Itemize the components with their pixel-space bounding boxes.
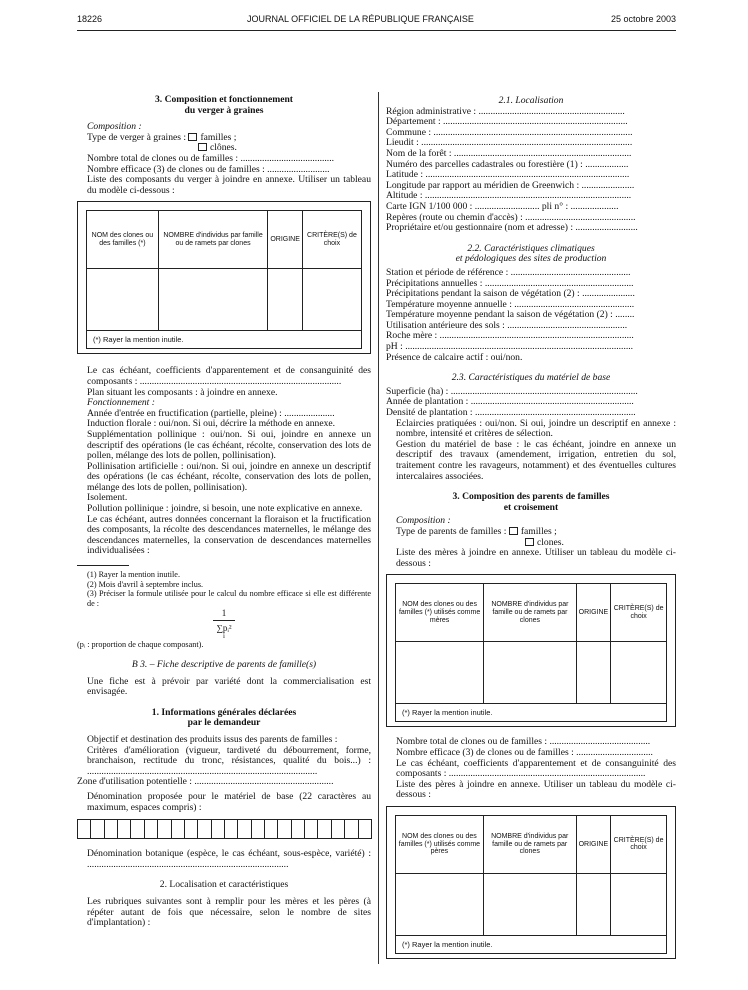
cell-nom[interactable] <box>396 873 484 935</box>
section-title-cont: du verger à graines <box>184 104 264 116</box>
climat-field[interactable]: pH : ............................................................................................... <box>386 341 634 353</box>
criteres-field[interactable]: Critères d'amélioration (vigueur, tardiveté du débourrement, forme, branchaison, rectitude du tronc, résistances, qualité du bois...) : ................................................................................................ <box>87 744 371 777</box>
botanique-field[interactable]: Dénomination botanique (espèce, le cas échéant, sous-espèce, variété) : .................................................................................... <box>87 848 371 870</box>
character-box[interactable] <box>117 819 131 839</box>
gestion: Gestion du matériel de base : le cas échéant, joindre en annexe un descriptif des travaux (amendement, irrigation, entretien du sol, traitement contre les ravageurs, notamment) et des éventuelles cultures intercalaires associées. <box>396 438 676 482</box>
character-box[interactable] <box>184 819 198 839</box>
table-row <box>87 269 362 331</box>
nombre-efficace-field[interactable]: Nombre efficace (3) de clones ou de familles : .......................... <box>87 163 330 175</box>
climat-field[interactable]: Station et période de référence : .................................................. <box>386 266 631 278</box>
familles-option-right: familles ; <box>520 525 557 537</box>
section-2-title: 2. Localisation et caractéristiques <box>159 879 289 891</box>
b3-title: B 3. – Fiche descriptive de parents de famille(s) <box>131 659 317 670</box>
climat-field[interactable]: Roche mère : ................................................................................. <box>386 330 634 342</box>
type-label: Type de verger à graines : <box>87 131 187 143</box>
zone-field[interactable]: Zone d'utilisation potentielle : .......................................................... <box>77 776 334 788</box>
footnote-pi: (pᵢ : proportion de chaque composant). <box>77 640 204 650</box>
table-note: (*) Rayer la mention inutile. <box>87 331 362 349</box>
peres-table-frame <box>386 806 676 959</box>
materiel-title: 2.3. Caractéristiques du matériel de base <box>451 372 611 384</box>
clones-checkbox-right[interactable] <box>525 538 534 546</box>
materiel-field[interactable]: Année de plantation : .................................................................... <box>386 396 634 408</box>
character-box[interactable] <box>90 819 104 839</box>
page-header <box>77 14 676 26</box>
materiel-field[interactable]: Densité de plantation : ................................................................... <box>386 407 636 419</box>
parents-title: 3. Composition des parents de familles <box>452 491 610 503</box>
nombre-efficace-field-right[interactable]: Nombre efficace (3) de clones ou de familles : ................................ <box>396 746 653 758</box>
formula-numerator: 1 <box>221 608 227 619</box>
induction-florale: Induction florale : oui/non. Si oui, décrire la méthode en annexe. <box>87 418 336 430</box>
localisation-field[interactable]: Repères (route ou chemin d'accès) : .............................................. <box>386 211 636 223</box>
right-column <box>386 96 676 959</box>
col-origine: ORIGINE <box>576 815 611 873</box>
character-box[interactable] <box>291 819 305 839</box>
localisation-field[interactable]: Propriétaire et/ou gestionnaire (nom et adresse) : .......................... <box>386 222 638 234</box>
col-nom: NOM des clones ou des familles (*) utilisés comme mères <box>396 584 484 642</box>
localisation-field[interactable]: Nom de la forêt : .......................................................................... <box>386 147 632 159</box>
coefficients-field-right[interactable]: Le cas échéant, coefficients d'apparentement et de consanguinité des composants : .................................................................................. <box>396 757 676 780</box>
climat-field[interactable]: Température moyenne pendant la saison de végétation (2) : ........ <box>386 309 635 321</box>
character-box[interactable] <box>157 819 171 839</box>
localisation-field[interactable]: Carte IGN 1/100 000 : ........................... pli n° : .................... <box>386 200 619 212</box>
eclaircies: Eclaircies pratiquées : oui/non. Si oui, joindre un descriptif en annexe : nombre, intensité et critères de sélection. <box>396 417 676 440</box>
col-nom: NOM des clones ou des familles (*) utilisés comme pères <box>396 815 484 873</box>
cell-origine[interactable] <box>576 873 611 935</box>
parents-title-cont: et croisement <box>503 501 559 513</box>
b3-text: Une fiche est à prévoir par variété dont la commercialisation est envisagée. <box>87 675 371 698</box>
section-title: 3. Composition et fonctionnement <box>154 94 294 105</box>
cell-origine[interactable] <box>576 642 611 704</box>
localisation-fields <box>386 107 676 234</box>
supplementation: Supplémentation pollinique : oui/non. Si oui, joindre en annexe un descriptif des opérations (le cas échéant, récolte, conservation des lots de pollen, mélange des lots de pollen, pollinisation). <box>87 428 371 462</box>
character-box[interactable] <box>304 819 318 839</box>
table-row <box>396 642 667 704</box>
materiel-fields <box>386 387 676 419</box>
header-rule <box>77 30 676 31</box>
familles-checkbox[interactable] <box>188 133 197 141</box>
familles-option: familles ; <box>200 131 237 143</box>
column-divider <box>378 92 379 964</box>
section-1-title-cont: par le demandeur <box>187 717 261 729</box>
composants-table-frame <box>77 201 371 354</box>
liste-composants: Liste des composants du verger à joindre en annexe. Utiliser un tableau du modèle ci-dessous : <box>87 174 371 196</box>
climat-field[interactable]: Utilisation antérieure des sols : .................................................. <box>386 319 628 331</box>
page-number: 18226 <box>77 14 103 24</box>
localisation-field[interactable]: Altitude : ...................................................................................... <box>386 190 632 202</box>
col-nombre: NOMBRE d'individus par famille ou de ramets par clones <box>483 815 576 873</box>
materiel-field[interactable]: Superficie (ha) : .............................................................................. <box>386 385 638 397</box>
type-parents-line <box>386 527 676 538</box>
localisation-field[interactable]: Lieudit : ........................................................................................ <box>386 137 633 149</box>
liste-peres: Liste des pères à joindre en annexe. Utiliser un tableau du modèle ci-dessous : <box>396 778 676 801</box>
localisation-field[interactable]: Latitude : ..................................................................................... <box>386 169 630 181</box>
character-box[interactable] <box>144 819 158 839</box>
localisation-title: 2.1. Localisation <box>498 95 564 106</box>
objectif: Objectif et destination des produits issus des parents de familles : <box>87 733 338 745</box>
formula <box>77 608 371 640</box>
coefficients-field[interactable]: Le cas échéant, coefficients d'apparentement et de consanguinité des composants : .................................................................................... <box>87 365 371 387</box>
col-nom: NOM des clones ou des familles (*) <box>87 211 159 269</box>
character-box[interactable] <box>358 819 372 839</box>
climat-field[interactable]: Précipitations annuelles : .............................................................. <box>386 277 634 289</box>
clones-option: clônes. <box>210 142 237 154</box>
composition-label: Composition : <box>87 121 142 133</box>
footnote-2: (2) Mois d'avril à septembre inclus. <box>87 579 204 589</box>
section-1-title: 1. Informations générales déclarées <box>151 706 297 718</box>
denomination-boxes[interactable] <box>77 819 371 839</box>
localisation-field[interactable]: Région administrative : ............................................................. <box>386 105 625 117</box>
pollution: Pollution pollinique : joindre, si besoin, une note explicative en annexe. <box>87 503 363 515</box>
localisation-field[interactable]: Longitude par rapport au méridien de Greenwich : ...................... <box>386 179 635 191</box>
peres-table <box>395 815 667 954</box>
autres-donnees: Le cas échéant, autres données concernant la floraison et la fructification des composants, la récolte des descendances maternelles, le mélange des descendances maternelles, la conservation de descendances maternelles individualisées : <box>87 513 371 557</box>
climat-field[interactable]: Présence de calcaire actif : oui/non. <box>386 351 523 363</box>
col-origine: ORIGINE <box>576 584 611 642</box>
character-box[interactable] <box>211 819 225 839</box>
character-box[interactable] <box>104 819 118 839</box>
col-criteres: CRITÈRE(S) de choix <box>611 815 667 873</box>
cell-criteres[interactable] <box>611 873 667 935</box>
type-parents-label: Type de parents de familles : <box>396 525 507 537</box>
climat-field[interactable]: Précipitations pendant la saison de végétation (2) : ...................... <box>386 288 635 300</box>
cell-nombre[interactable] <box>158 269 268 331</box>
cell-nombre[interactable] <box>483 873 576 935</box>
footnote-rule <box>77 565 129 566</box>
rubriques-text: Les rubriques suivantes sont à remplir pour les mères et les pères (à répéter autant de fois que nécessaire, selon le nombre de sites d'implantation) : <box>87 895 371 929</box>
localisation-field[interactable]: Commune : ................................................................................... <box>386 126 633 138</box>
character-box[interactable] <box>277 819 291 839</box>
nombre-total-field[interactable]: Nombre total de clones ou de familles : ....................................... <box>87 152 334 164</box>
isolement: Isolement. <box>87 492 128 504</box>
character-box[interactable] <box>264 819 278 839</box>
character-box[interactable] <box>317 819 331 839</box>
character-box[interactable] <box>224 819 238 839</box>
cell-origine[interactable] <box>268 269 303 331</box>
cell-criteres[interactable] <box>302 269 361 331</box>
character-box[interactable] <box>251 819 265 839</box>
formula-denominator: ∑pᵢ² <box>216 623 232 634</box>
character-box[interactable] <box>237 819 251 839</box>
col-nombre: NOMBRE d'individus par famille ou de ramets par clones <box>484 584 576 642</box>
annee-field[interactable]: Année d'entrée en fructification (partielle, pleine) : ..................... <box>87 407 335 419</box>
localisation-field[interactable]: Numéro des parcelles cadastrales ou forestière (1) : .................. <box>386 158 629 170</box>
character-box[interactable] <box>130 819 144 839</box>
clones-checkbox[interactable] <box>198 143 207 151</box>
table-note: (*) Rayer la mention inutile. <box>396 704 667 722</box>
localisation-field[interactable]: Département : ............................................................................. <box>386 116 628 128</box>
character-box[interactable] <box>344 819 358 839</box>
col-criteres: CRITÈRE(S) de choix <box>302 211 361 269</box>
character-box[interactable] <box>77 819 91 839</box>
denomination-label: Dénomination proposée pour le matériel de base (22 caractères au maximum, espaces compris) : <box>87 790 371 813</box>
table-row <box>396 873 667 935</box>
issue-date: 25 octobre 2003 <box>610 14 676 24</box>
climat-fields <box>386 268 676 363</box>
pollinisation: Pollinisation artificielle : oui/non. Si oui, joindre en annexe un descriptif des opérations (le cas échéant, récolte, conservation des lots de pollen, mélange des lots de pollen, pollinisation). <box>87 460 371 493</box>
col-criteres: CRITÈRE(S) de choix <box>611 584 667 642</box>
left-column <box>77 95 371 929</box>
composition-label-right: Composition : <box>396 515 451 527</box>
character-box[interactable] <box>197 819 211 839</box>
nombre-total-field-right[interactable]: Nombre total de clones ou de familles : .......................................... <box>396 736 651 748</box>
cell-nom[interactable] <box>396 642 484 704</box>
character-box[interactable] <box>331 819 345 839</box>
footnote-1: (1) Rayer la mention inutile. <box>87 570 180 580</box>
journal-title: JOURNAL OFFICIEL DE LA RÉPUBLIQUE FRANÇAISE <box>247 14 474 24</box>
climat-title-cont: et pédologiques des sites de production <box>455 253 607 265</box>
clones-option-right: clones. <box>537 536 564 548</box>
meres-table <box>395 583 667 722</box>
col-origine: ORIGINE <box>268 211 303 269</box>
familles-checkbox-right[interactable] <box>509 527 518 535</box>
meres-table-frame <box>386 574 676 727</box>
cell-criteres[interactable] <box>611 642 667 704</box>
liste-meres: Liste des mères à joindre en annexe. Utiliser un tableau du modèle ci-dessous : <box>396 547 676 569</box>
formula-subscript: i <box>223 632 225 641</box>
col-nombre: NOMBRE d'individus par famille ou de ramets par clones <box>158 211 268 269</box>
footnote-3: (3) Préciser la formule utilisée pour le calcul du nombre efficace si elle est différente de : <box>87 589 371 608</box>
climat-title: 2.2. Caractéristiques climatiques <box>467 242 595 254</box>
fonctionnement-label: Fonctionnement : <box>87 397 155 409</box>
climat-field[interactable]: Température moyenne annuelle : .................................................. <box>386 298 635 310</box>
composants-table <box>86 210 362 349</box>
formula-line <box>213 620 235 621</box>
plan-composants: Plan situant les composants : à joindre en annexe. <box>87 386 278 398</box>
cell-nombre[interactable] <box>484 642 576 704</box>
table-note: (*) Rayer la mention inutile. <box>396 935 667 953</box>
cell-nom[interactable] <box>87 269 159 331</box>
character-box[interactable] <box>171 819 185 839</box>
